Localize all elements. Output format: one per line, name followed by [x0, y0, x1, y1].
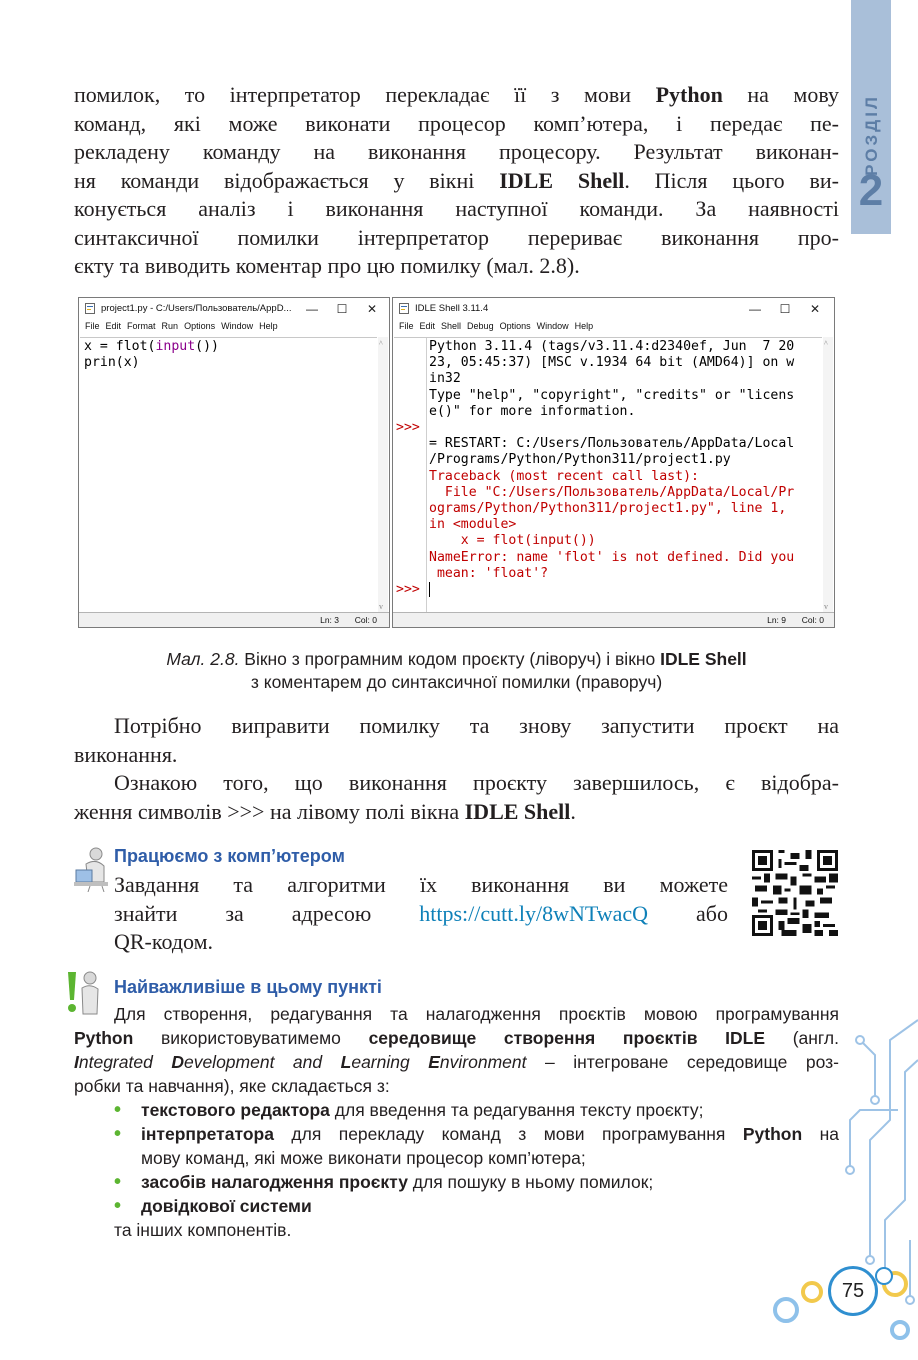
- close-button[interactable]: ✕: [366, 302, 378, 316]
- python-file-icon: [85, 303, 95, 314]
- editor-col-indicator: Col: 0: [354, 615, 377, 625]
- list-item: • довідкової системи: [114, 1195, 312, 1217]
- menu-help[interactable]: Help: [574, 321, 594, 331]
- maximize-button[interactable]: ☐: [336, 302, 348, 316]
- practice-text: Завдання та алгоритми їх виконання ви можете знайти за адресою https://cutt.ly/8wNTwacQ або QR-кодом.: [114, 872, 728, 954]
- shell-line-indicator: Ln: 9: [767, 615, 786, 625]
- editor-titlebar: [79, 298, 389, 320]
- editor-window: [78, 297, 390, 628]
- shell-title: IDLE Shell 3.11.4: [415, 303, 489, 314]
- minimize-button[interactable]: —: [749, 302, 761, 316]
- menu-debug[interactable]: Debug: [467, 321, 494, 331]
- practice-heading: Працюємо з комп’ютером: [114, 846, 345, 866]
- shell-statusbar: [393, 612, 834, 627]
- idle-icon: [399, 303, 409, 314]
- summary-closing: та інших компонентів.: [114, 1220, 292, 1240]
- menu-options[interactable]: Options: [499, 321, 531, 331]
- shell-menubar: [393, 321, 834, 336]
- menu-format[interactable]: Format: [127, 321, 156, 331]
- task-link[interactable]: https://cutt.ly/8wNTwacQ: [419, 900, 649, 926]
- editor-menubar: [79, 321, 389, 336]
- menu-help[interactable]: Help: [259, 321, 278, 331]
- summary-heading: Найважливіше в цьому пункті: [114, 977, 382, 997]
- menu-file[interactable]: File: [85, 321, 100, 331]
- editor-title: project1.py - C:/Users/Пользователь/AppD...: [101, 303, 292, 314]
- menu-window[interactable]: Window: [221, 321, 254, 331]
- menu-edit[interactable]: Edit: [105, 321, 122, 331]
- shell-window: [392, 297, 835, 628]
- menu-edit[interactable]: Edit: [419, 321, 436, 331]
- figure-caption: Мал. 2.8. Вікно з програмним кодом проєкту (ліворуч) і вікно IDLE Shell з коментарем до синтаксичної помилки (праворуч): [166, 649, 747, 692]
- menu-window[interactable]: Window: [536, 321, 569, 331]
- fix-paragraph: Потрібно виправити помилку та знову запустити проєкт на виконання. Ознакою того, що виконання проєкту завершилось, є відобра- ження символів >>> на лівому полі вікна IDLE Shell.: [74, 713, 839, 824]
- menu-shell[interactable]: Shell: [441, 321, 462, 331]
- qr-code[interactable]: [752, 850, 838, 936]
- maximize-button[interactable]: ☐: [779, 302, 791, 316]
- page-number: 75: [828, 1266, 878, 1316]
- shell-titlebar: [393, 298, 834, 320]
- menu-options[interactable]: Options: [184, 321, 216, 331]
- close-button[interactable]: ✕: [809, 302, 821, 316]
- shell-output: Python 3.11.4 (tags/v3.11.4:d2340ef, Jun 7 20 23, 05:45:37) [MSC v.1934 64 bit (AMD64)] on w in32 Type "help", "copyright", "credits" or "licens e()" for more information. = RESTART: C:/Users/Пользователь/AppData/Local /Programs/Python/Python311/project1.py Traceback (most recent call last): File "C:/Users/Пользователь/AppData/Local/Pr ograms/Python/Python311/project1.py", line 1, in <module> x = flot(input()) NameError: name 'flot' is not defined. Did you mean: 'float'?: [429, 339, 794, 599]
- summary-text: Для створення, редагування та налагодження проєктів мовою програмування Python використовуватимемо середовище створення проєктів IDLE (англ. Integrated Development and Learning Environment – інтегроване середовище роз- робки та навчання), яке складається з: • текстового редактора для введення та редагування тексту проєкту; • інтерпретатора для перекладу команд з мови програмування Python на мову команд, які може виконати процесор комп’ютера; • засобів налагодження проєкту для пошуку в ньому помилок; • довідкової системи та інших компонентів.: [74, 1004, 840, 1240]
- shell-prompt: >>>: [396, 420, 420, 435]
- shell-text-area[interactable]: [394, 337, 822, 613]
- editor-line-indicator: Ln: 3: [320, 615, 339, 625]
- section-label: РОЗДІЛ: [862, 94, 881, 176]
- computer-user-icon: [74, 846, 112, 892]
- figure-2-8: [78, 297, 835, 630]
- shell-prompt: >>>: [396, 582, 420, 597]
- shell-col-indicator: Col: 0: [801, 615, 824, 625]
- shell-prompt-gutter: [394, 338, 427, 613]
- intro-paragraph: помилок, то інтерпретатор перекладає її з мови Python на мову команд, які може виконати процесор комп’ютера, і передає пе- рекладену команду на виконання процесору. Результат виконан- ня команди відображається у вікні IDLE Shell. Після цього ви- конується аналіз і виконання наступної команди. За наявності синтаксичної помилки інтерпретатор перериває виконання про- єкту та виводить коментар про цю помилку (мал. 2.8).: [74, 82, 839, 278]
- list-item: • інтерпретатора для перекладу команд з мови програмування Python на мову команд, які може виконати процесор комп’ютера;: [114, 1123, 839, 1168]
- menu-file[interactable]: File: [399, 321, 414, 331]
- minimize-button[interactable]: —: [306, 302, 318, 316]
- shell-scrollbar[interactable]: ^ v: [823, 337, 833, 613]
- editor-statusbar: [79, 612, 389, 627]
- menu-run[interactable]: Run: [161, 321, 179, 331]
- editor-code: x = flot(input()) prin(x): [84, 339, 219, 371]
- text-cursor: [429, 582, 430, 597]
- list-item: • текстового редактора для введення та редагування тексту проєкту;: [114, 1099, 704, 1121]
- summary-list: [74, 1098, 839, 1218]
- list-item: • засобів налагодження проєкту для пошуку в ньому помилок;: [114, 1171, 654, 1193]
- editor-text-area[interactable]: [80, 337, 377, 613]
- editor-scrollbar[interactable]: ^ v: [378, 337, 388, 613]
- section-number: 2: [858, 166, 884, 215]
